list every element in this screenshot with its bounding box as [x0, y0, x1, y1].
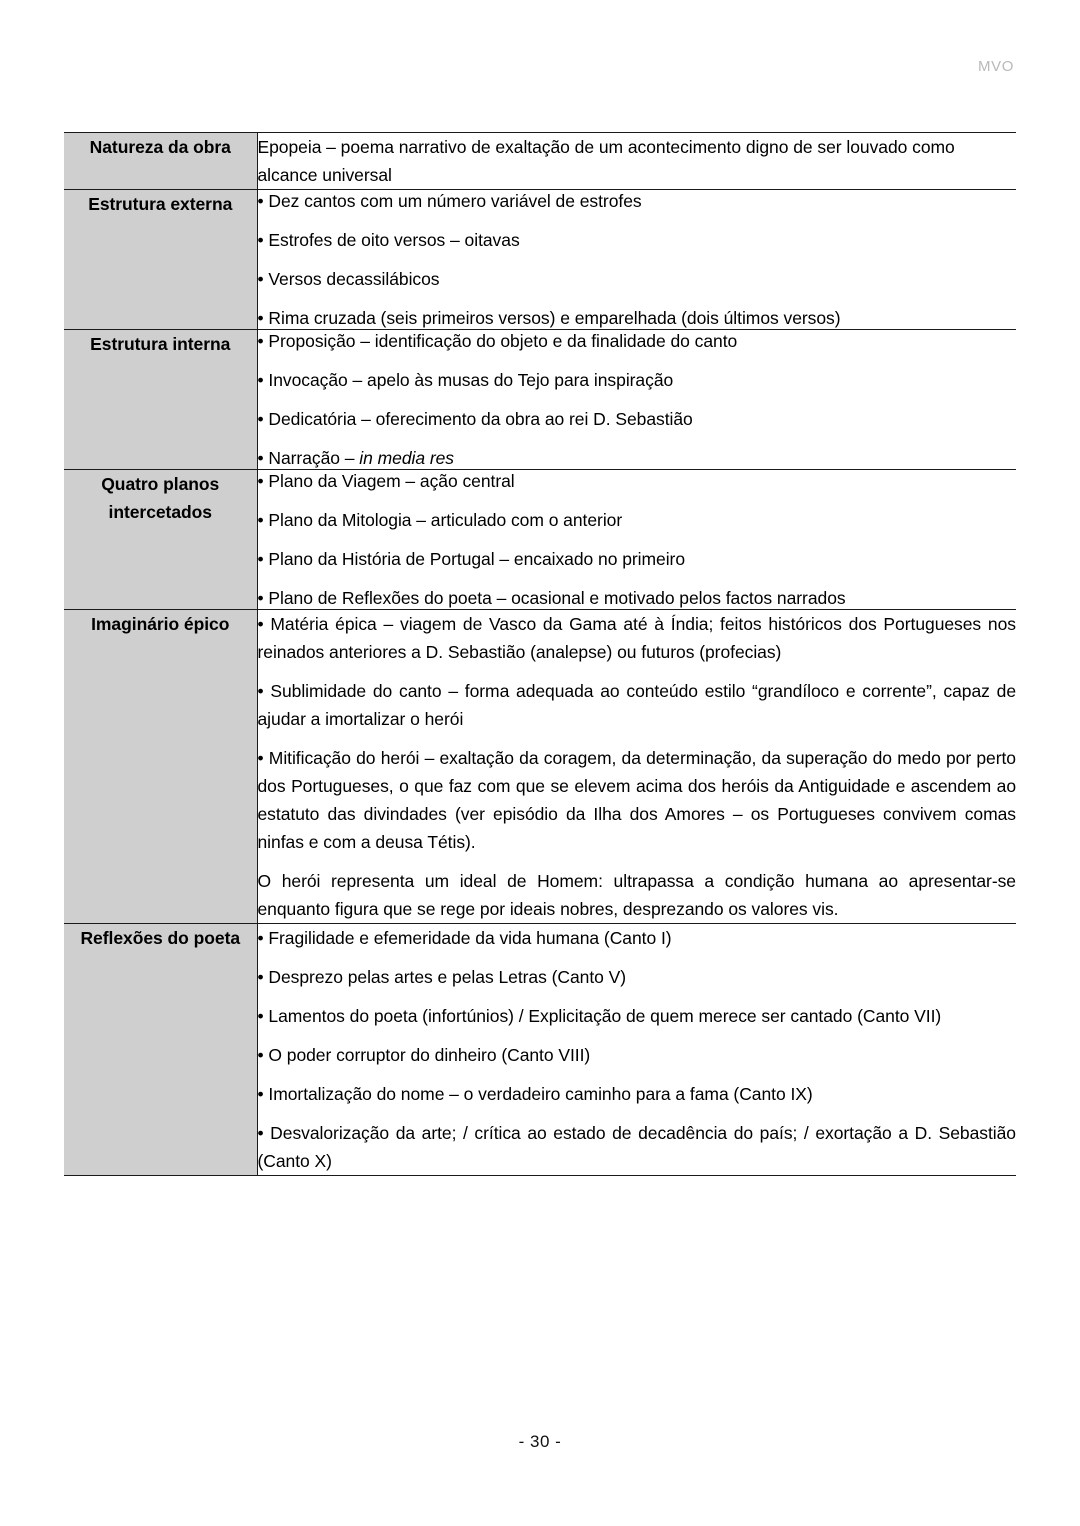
spec-table-wrapper: [64, 132, 1016, 1176]
line-text: • Narração –: [257, 448, 360, 468]
row-content-line: [258, 330, 1017, 352]
row-label-cell: Estrutura interna: [64, 330, 257, 470]
page-header-watermark: MVO: [978, 58, 1014, 75]
row-label-cell: Reflexões do poeta: [64, 924, 257, 1176]
row-content-line: [258, 1080, 1017, 1108]
row-content-line: [258, 1041, 1017, 1069]
line-text: • Lamentos do poeta (infortúnios) / Explicitação de quem merece ser cantado (Canto VII): [257, 1006, 942, 1026]
table-row: [64, 610, 1016, 924]
line-text: O herói representa um ideal de Homem: ultrapassa a condição humana ao apresentar-se enquanto figura que se rege por ideais nobres, desprezando os valores vis.: [257, 871, 1016, 919]
table-row: [64, 330, 1016, 470]
table-row: [64, 470, 1016, 610]
line-text: • Sublimidade do canto – forma adequada ao conteúdo estilo “grandíloco e corrente”, capaz de ajudar a imortalizar o herói: [257, 681, 1016, 729]
row-content-line: [258, 1119, 1017, 1175]
row-content-cell: [257, 330, 1016, 470]
row-label-cell: Quatro planos intercetados: [64, 470, 257, 610]
row-content-cell: [257, 610, 1016, 924]
line-text: • Imortalização do nome – o verdadeiro caminho para a fama (Canto IX): [257, 1084, 813, 1104]
line-text: • Dez cantos com um número variável de estrofes: [257, 191, 642, 211]
spec-table: [64, 132, 1016, 1176]
row-content-line: [258, 867, 1017, 923]
row-content-line: [258, 924, 1017, 952]
line-text: • Rima cruzada (seis primeiros versos) e emparelhada (dois últimos versos): [257, 308, 841, 328]
row-content-line: [258, 963, 1017, 991]
row-content-line: [258, 133, 1017, 189]
line-text: • Proposição – identificação do objeto e da finalidade do canto: [257, 331, 738, 351]
line-text: • Estrofes de oito versos – oitavas: [257, 230, 520, 250]
row-content-line: [258, 548, 1017, 570]
line-text: • Fragilidade e efemeridade da vida humana (Canto I): [257, 928, 672, 948]
line-text: • Mitificação do herói – exaltação da coragem, da determinação, da superação do medo por perto dos Portugueses, o que faz com que se elevem acima dos heróis da Antiguidade e ascendem ao estatuto das divindades (ver episódio da Ilha dos Amores – os Portugueses convivem comas ninfas e com a deusa Tétis).: [257, 748, 1016, 852]
line-text: Epopeia – poema narrativo de exaltação de um acontecimento digno de ser louvado como alcance universal: [257, 137, 955, 185]
row-content-line: [258, 470, 1017, 492]
line-text: • O poder corruptor do dinheiro (Canto VIII): [257, 1045, 591, 1065]
row-content-line: [258, 268, 1017, 290]
line-text: • Desprezo pelas artes e pelas Letras (Canto V): [257, 967, 627, 987]
row-content-cell: [257, 470, 1016, 610]
row-content-line: [258, 677, 1017, 733]
spec-table-body: [64, 133, 1016, 1176]
line-text: • Matéria épica – viagem de Vasco da Gama até à Índia; feitos históricos dos Portugueses nos reinados anteriores a D. Sebastião (analepse) ou futuros (profecias): [257, 614, 1016, 662]
row-content-line: [258, 587, 1017, 609]
row-content-cell: [257, 190, 1016, 330]
row-label-cell: Imaginário épico: [64, 610, 257, 924]
row-content-line: [258, 610, 1017, 666]
line-text: • Versos decassilábicos: [257, 269, 440, 289]
line-text: • Plano de Reflexões do poeta – ocasional e motivado pelos factos narrados: [257, 588, 846, 608]
table-row: [64, 133, 1016, 190]
table-row: [64, 190, 1016, 330]
row-label-cell: Natureza da obra: [64, 133, 257, 190]
row-content-line: [258, 1002, 1017, 1030]
table-row: [64, 924, 1016, 1176]
row-content-line: [258, 369, 1017, 391]
row-content-line: [258, 408, 1017, 430]
row-content-line: [258, 307, 1017, 329]
line-text: • Plano da Mitologia – articulado com o anterior: [257, 510, 623, 530]
line-text: • Plano da História de Portugal – encaixado no primeiro: [257, 549, 686, 569]
row-content-line: [258, 229, 1017, 251]
row-content-cell: [257, 133, 1016, 190]
line-text-italic: in media res: [359, 448, 454, 468]
row-label-cell: Estrutura externa: [64, 190, 257, 330]
row-content-cell: [257, 924, 1016, 1176]
row-content-line: [258, 190, 1017, 212]
line-text: • Desvalorização da arte; / crítica ao estado de decadência do país; / exortação a D. Sebastião (Canto X): [257, 1123, 1016, 1171]
line-text: • Plano da Viagem – ação central: [257, 471, 515, 491]
row-content-line: [258, 744, 1017, 856]
row-content-line: [258, 447, 1017, 469]
line-text: • Dedicatória – oferecimento da obra ao rei D. Sebastião: [257, 409, 693, 429]
line-text: • Invocação – apelo às musas do Tejo para inspiração: [257, 370, 674, 390]
row-content-line: [258, 509, 1017, 531]
page-footer-number: - 30 -: [518, 1432, 562, 1451]
